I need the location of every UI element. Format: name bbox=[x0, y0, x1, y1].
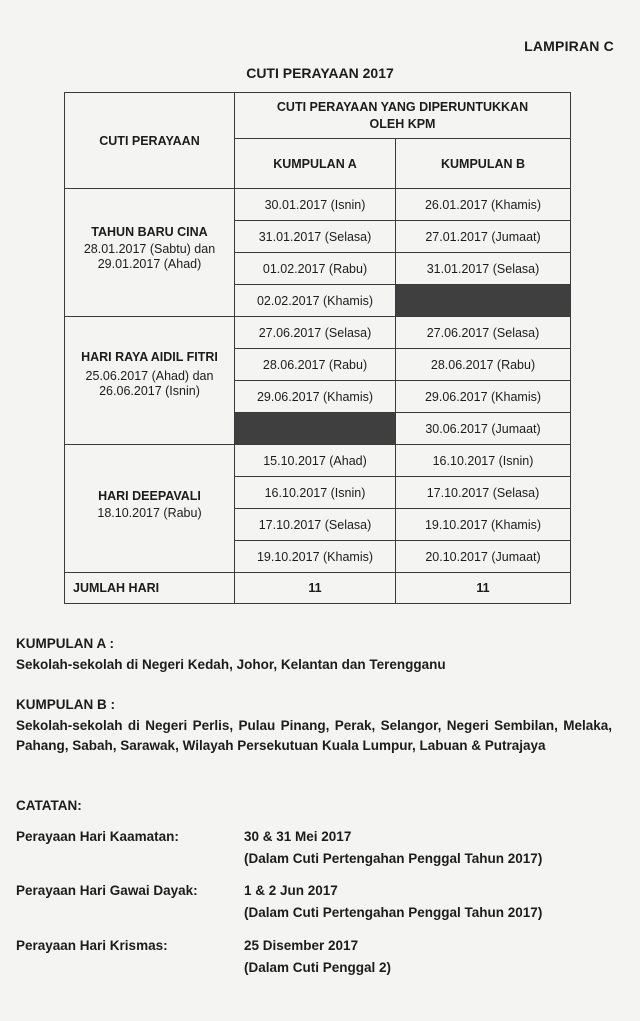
total-row bbox=[65, 573, 571, 604]
date-cell-b: 26.01.2017 (Khamis) bbox=[396, 189, 571, 221]
col-header-kumpulan-b: KUMPULAN B bbox=[396, 139, 571, 189]
lampiran-label: LAMPIRAN C bbox=[524, 38, 614, 54]
date-cell-a: 16.10.2017 (Isnin) bbox=[235, 477, 396, 509]
date-cell-b: 30.06.2017 (Jumaat) bbox=[396, 413, 571, 445]
kumpulan-a-section bbox=[16, 636, 612, 675]
col-header-kumpulan-a: KUMPULAN A bbox=[235, 139, 396, 189]
note-detail: (Dalam Cuti Penggal 2) bbox=[244, 960, 392, 975]
note-label: Perayaan Hari Krismas: bbox=[16, 938, 168, 953]
table-row bbox=[65, 317, 571, 349]
note-row bbox=[16, 935, 616, 979]
table-row bbox=[65, 189, 571, 221]
date-cell-a: 29.06.2017 (Khamis) bbox=[235, 381, 396, 413]
holiday-name: HARI DEEPAVALI bbox=[98, 489, 201, 503]
note-row bbox=[16, 880, 616, 924]
total-kumpulan-a: 11 bbox=[235, 573, 396, 604]
date-cell-a: 15.10.2017 (Ahad) bbox=[235, 445, 396, 477]
holiday-cell bbox=[65, 189, 235, 317]
table-row bbox=[65, 445, 571, 477]
note-detail: (Dalam Cuti Pertengahan Penggal Tahun 2017) bbox=[244, 851, 543, 866]
holiday-dates: 28.01.2017 (Sabtu) dan 29.01.2017 (Ahad) bbox=[83, 242, 216, 271]
date-cell-a: 31.01.2017 (Selasa) bbox=[235, 221, 396, 253]
kumpulan-a-title: KUMPULAN A : bbox=[16, 636, 114, 651]
kumpulan-b-title: KUMPULAN B : bbox=[16, 697, 115, 712]
date-cell-b: 27.01.2017 (Jumaat) bbox=[396, 221, 571, 253]
date-cell-a: 17.10.2017 (Selasa) bbox=[235, 509, 396, 541]
date-cell-b: 31.01.2017 (Selasa) bbox=[396, 253, 571, 285]
kumpulan-a-body: Sekolah-sekolah di Negeri Kedah, Johor, Kelantan dan Terengganu bbox=[16, 657, 446, 672]
holiday-table bbox=[64, 92, 571, 604]
note-label: Perayaan Hari Kaamatan: bbox=[16, 829, 179, 844]
date-cell-a: 30.01.2017 (Isnin) bbox=[235, 189, 396, 221]
date-cell-b: 19.10.2017 (Khamis) bbox=[396, 509, 571, 541]
holiday-cell bbox=[65, 445, 235, 573]
total-kumpulan-b: 11 bbox=[396, 573, 571, 604]
date-cell-a: 19.10.2017 (Khamis) bbox=[235, 541, 396, 573]
note-row bbox=[16, 826, 616, 870]
page-title: CUTI PERAYAAN 2017 bbox=[246, 65, 394, 81]
col-header-group: CUTI PERAYAAN YANG DIPERUNTUKKAN OLEH KPM bbox=[235, 93, 571, 139]
holiday-name: HARI RAYA AIDIL FITRI bbox=[81, 350, 218, 364]
note-value: 30 & 31 Mei 2017 bbox=[244, 829, 352, 844]
kumpulan-b-section bbox=[16, 697, 612, 756]
holiday-cell bbox=[65, 317, 235, 445]
note-value: 1 & 2 Jun 2017 bbox=[244, 883, 338, 898]
date-cell-a: 28.06.2017 (Rabu) bbox=[235, 349, 396, 381]
date-cell-a: 27.06.2017 (Selasa) bbox=[235, 317, 396, 349]
date-cell-a: 02.02.2017 (Khamis) bbox=[235, 285, 396, 317]
date-cell-b: 28.06.2017 (Rabu) bbox=[396, 349, 571, 381]
date-cell-a: 01.02.2017 (Rabu) bbox=[235, 253, 396, 285]
total-label: JUMLAH HARI bbox=[65, 573, 235, 604]
holiday-name: TAHUN BARU CINA bbox=[91, 225, 208, 239]
holiday-dates: 25.06.2017 (Ahad) dan 26.06.2017 (Isnin) bbox=[85, 369, 214, 398]
date-cell-b: 20.10.2017 (Jumaat) bbox=[396, 541, 571, 573]
date-cell-b: 27.06.2017 (Selasa) bbox=[396, 317, 571, 349]
date-cell-b: 29.06.2017 (Khamis) bbox=[396, 381, 571, 413]
note-value: 25 Disember 2017 bbox=[244, 938, 359, 953]
kumpulan-b-body: Sekolah-sekolah di Negeri Perlis, Pulau Pinang, Perak, Selangor, Negeri Sembilan, Melaka, Pahang, Sabah, Sarawak, Wilayah Persekutuan Kuala Lumpur, Labuan & Putrajaya bbox=[16, 718, 612, 753]
note-label: Perayaan Hari Gawai Dayak: bbox=[16, 883, 198, 898]
blank-cell bbox=[235, 413, 396, 445]
holiday-dates: 18.10.2017 (Rabu) bbox=[97, 506, 202, 520]
blank-cell bbox=[396, 285, 571, 317]
catatan-title: CATATAN: bbox=[16, 798, 82, 813]
date-cell-b: 17.10.2017 (Selasa) bbox=[396, 477, 571, 509]
date-cell-b: 16.10.2017 (Isnin) bbox=[396, 445, 571, 477]
note-detail: (Dalam Cuti Pertengahan Penggal Tahun 2017) bbox=[244, 905, 543, 920]
col-header-holiday: CUTI PERAYAAN bbox=[65, 93, 235, 189]
